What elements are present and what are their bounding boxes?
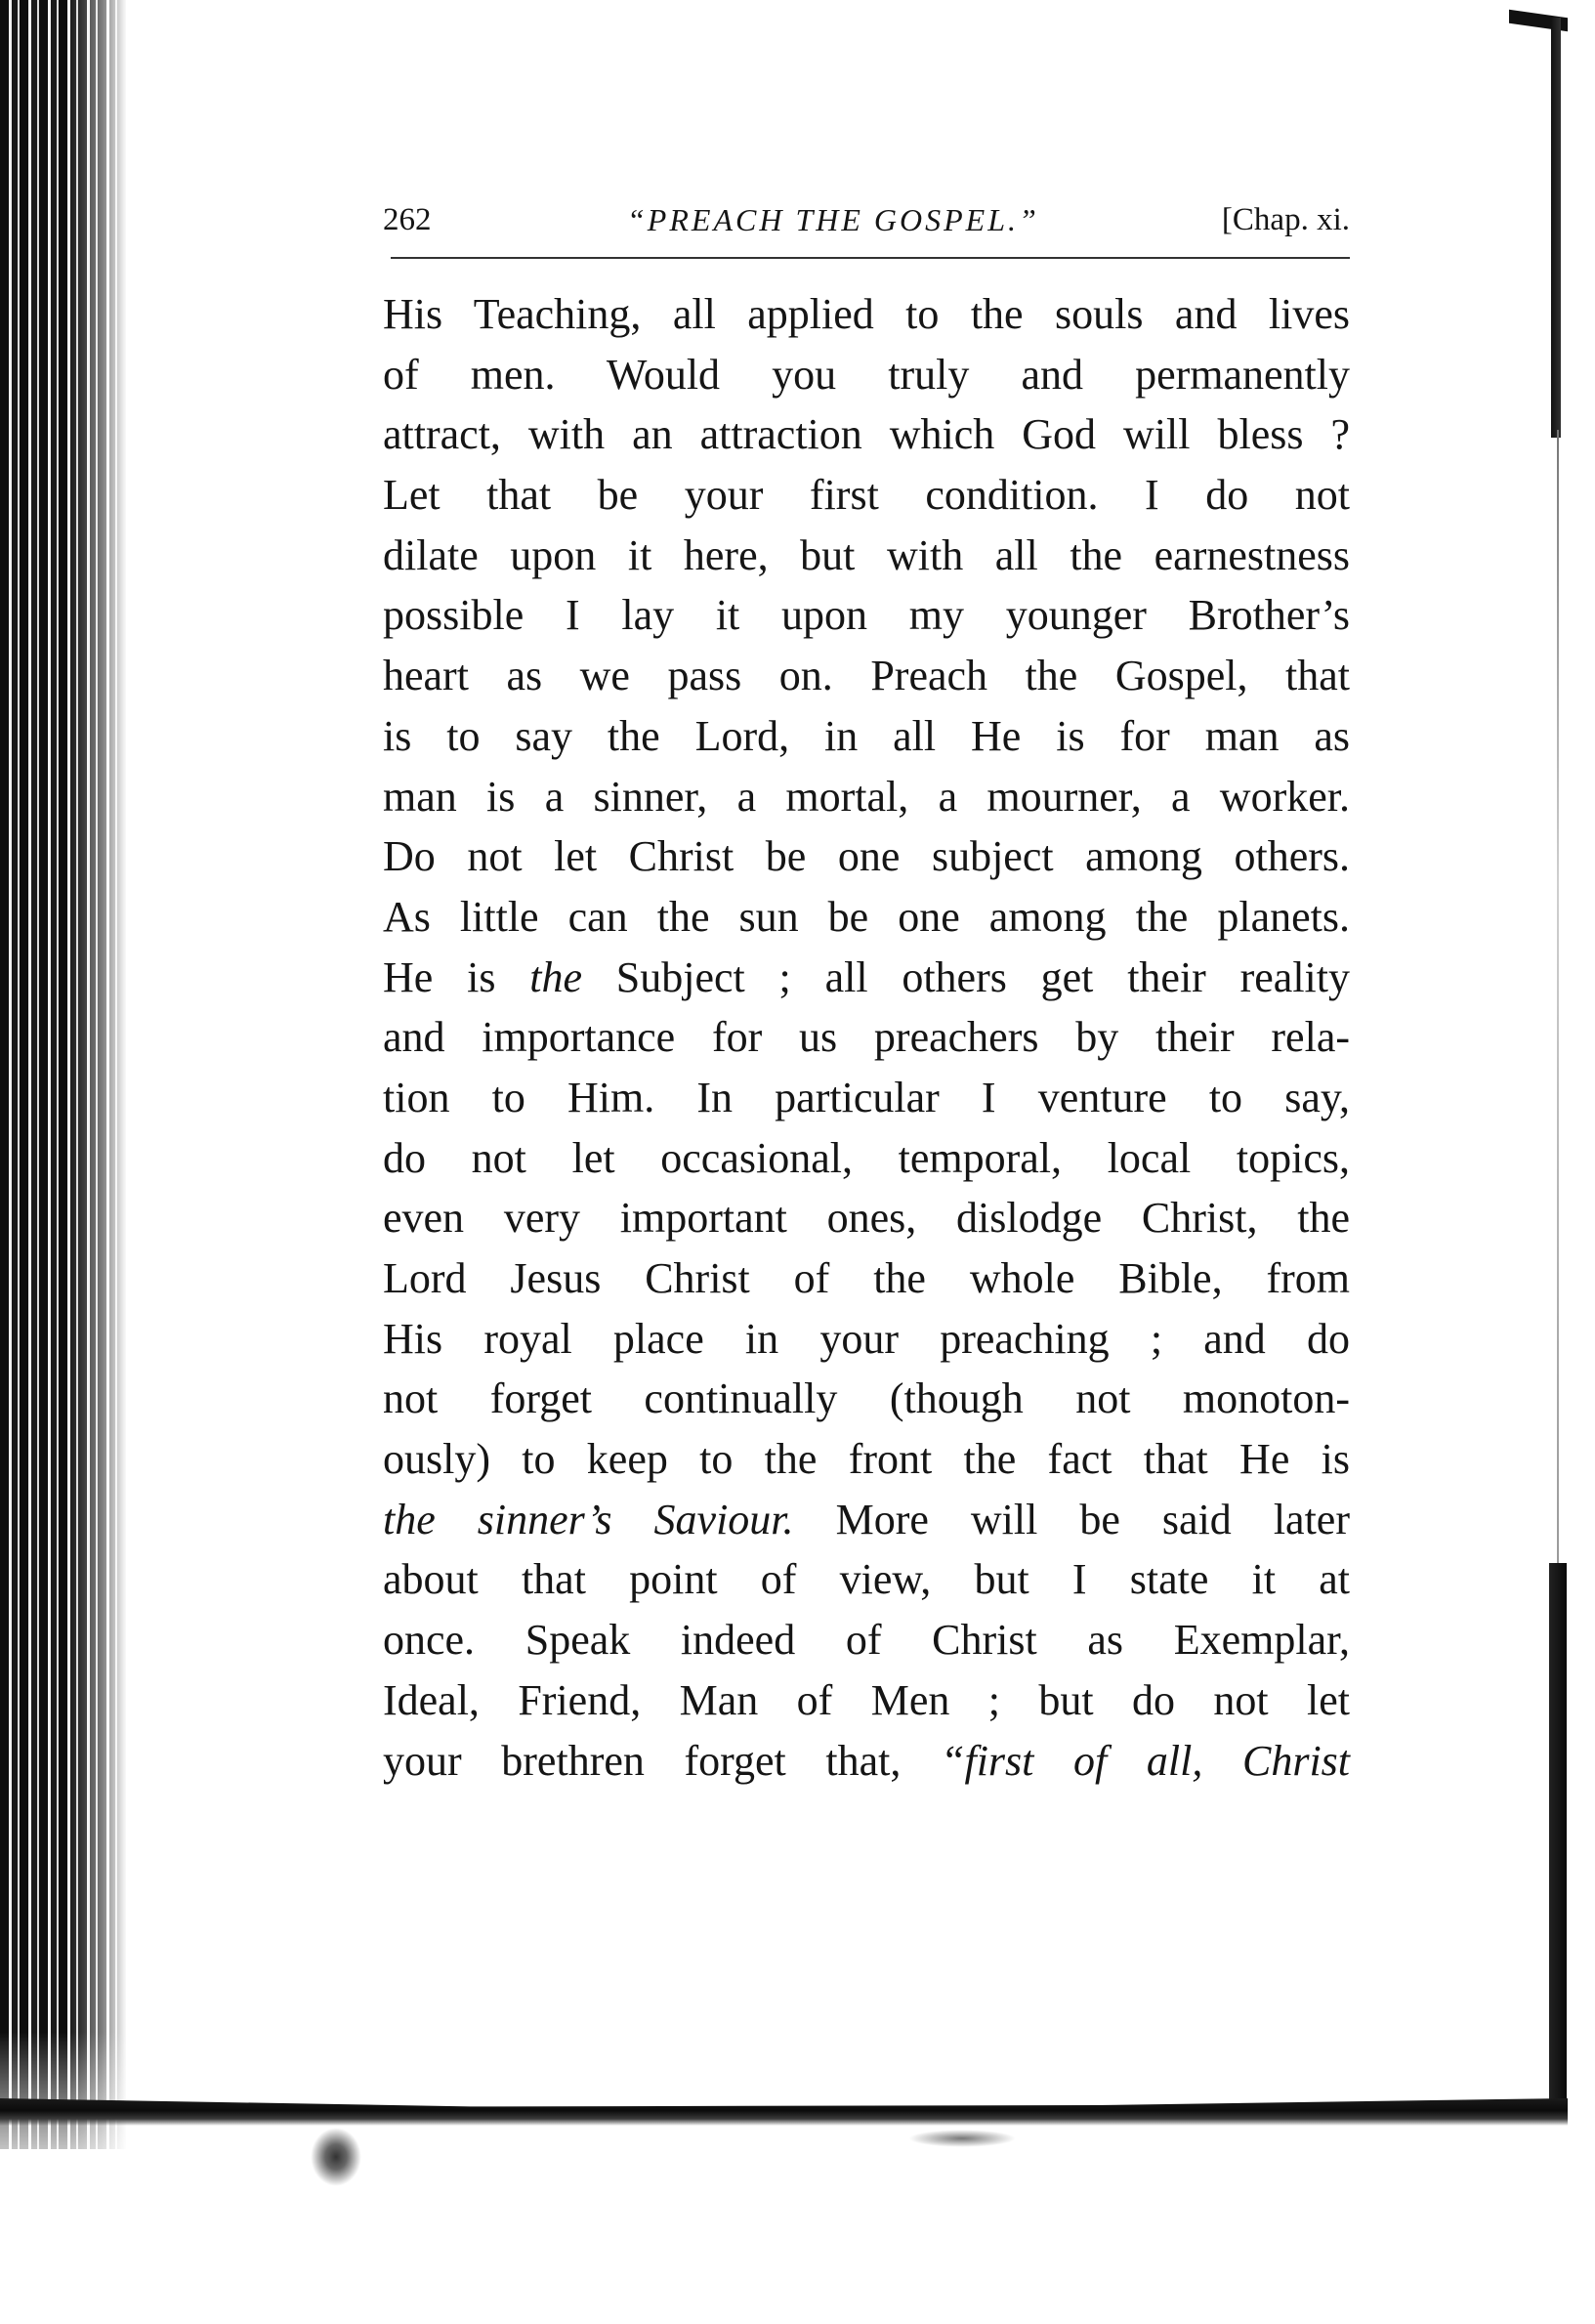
text-run: once. Speak indeed of Christ as Exemplar, (383, 1616, 1350, 1665)
text-line (383, 767, 1350, 827)
italic-text-run: “first of all, Christ (941, 1736, 1351, 1785)
text-run: Lord Jesus Christ of the whole Bible, from (383, 1254, 1350, 1302)
text-run: Ideal, Friend, Man of Men ; but do not let (383, 1675, 1350, 1724)
scan-smudge (908, 2130, 1016, 2147)
page-edge-bottom (0, 2098, 1568, 2126)
text-run: Subject ; all others get their reality (582, 952, 1350, 1001)
italic-text-run: the sinner’s Saviour. (383, 1495, 794, 1543)
text-line (383, 1188, 1350, 1248)
text-run: His royal place in your preaching ; and do (383, 1314, 1350, 1363)
text-run: attract, with an attraction which God will bless ? (383, 410, 1350, 459)
text-line (383, 404, 1350, 465)
text-run: tion to Him. In particular I venture to say, (383, 1073, 1350, 1121)
page-edge-right-lower (1549, 1563, 1567, 2110)
page-edge-right (1551, 18, 1561, 438)
text-run: do not let occasional, temporal, local topics, (383, 1133, 1350, 1182)
text-line (383, 1610, 1350, 1670)
header-rule (391, 257, 1350, 259)
page-edge-right-thin (1557, 430, 1559, 1563)
text-run: dilate upon it here, but with all the earnestness (383, 530, 1350, 579)
text-line (383, 948, 1350, 1008)
text-run: possible I lay it upon my younger Brother’s (383, 591, 1350, 640)
text-run: man is a sinner, a mortal, a mourner, a worker. (383, 772, 1350, 821)
text-line (383, 1490, 1350, 1550)
text-line (383, 1128, 1350, 1189)
text-run: His Teaching, all applied to the souls and lives (383, 290, 1350, 338)
text-line (383, 1670, 1350, 1731)
text-line (383, 1068, 1350, 1128)
text-run: Let that be your first condition. I do not (383, 471, 1350, 520)
text-line (383, 1429, 1350, 1490)
text-run: even very important ones, dislodge Christ, the (383, 1194, 1350, 1243)
text-run: and importance for us preachers by their rela- (383, 1013, 1350, 1062)
chapter-reference: [Chap. xi. (1221, 202, 1350, 237)
book-binding-shadow (0, 0, 127, 2149)
text-run: As little can the sun be one among the planets. (383, 892, 1350, 941)
text-run: not forget continually (though not monoton- (383, 1374, 1350, 1423)
text-line (383, 826, 1350, 887)
text-line (383, 646, 1350, 706)
page-number: 262 (383, 202, 432, 237)
running-head (383, 190, 1350, 249)
text-line (383, 1309, 1350, 1370)
text-run: He is (383, 952, 530, 1001)
text-line (383, 585, 1350, 646)
text-line (383, 887, 1350, 948)
text-line (383, 1549, 1350, 1610)
text-line (383, 1007, 1350, 1068)
text-run: about that point of view, but I state it at (383, 1555, 1350, 1604)
text-run: Do not let Christ be one subject among others. (383, 832, 1350, 881)
text-line (383, 1248, 1350, 1309)
text-run: your brethren forget that, (383, 1736, 942, 1785)
book-page (383, 190, 1350, 1791)
text-run: heart as we pass on. Preach the Gospel, that (383, 652, 1350, 700)
text-line (383, 465, 1350, 526)
text-line (383, 1731, 1350, 1792)
text-run: More will be said later (793, 1495, 1350, 1543)
text-run: is to say the Lord, in all He is for man as (383, 711, 1350, 760)
text-line (383, 1369, 1350, 1429)
italic-text-run: the (529, 952, 582, 1001)
text-line (383, 706, 1350, 767)
text-line (383, 284, 1350, 345)
scan-smudge (311, 2128, 361, 2186)
body-text (383, 284, 1350, 1791)
text-run: of men. Would you truly and permanently (383, 350, 1350, 399)
text-line (383, 526, 1350, 586)
text-run: ously) to keep to the front the fact that He is (383, 1435, 1350, 1484)
running-title: “PREACH THE GOSPEL.” (627, 202, 1039, 237)
text-line (383, 345, 1350, 405)
